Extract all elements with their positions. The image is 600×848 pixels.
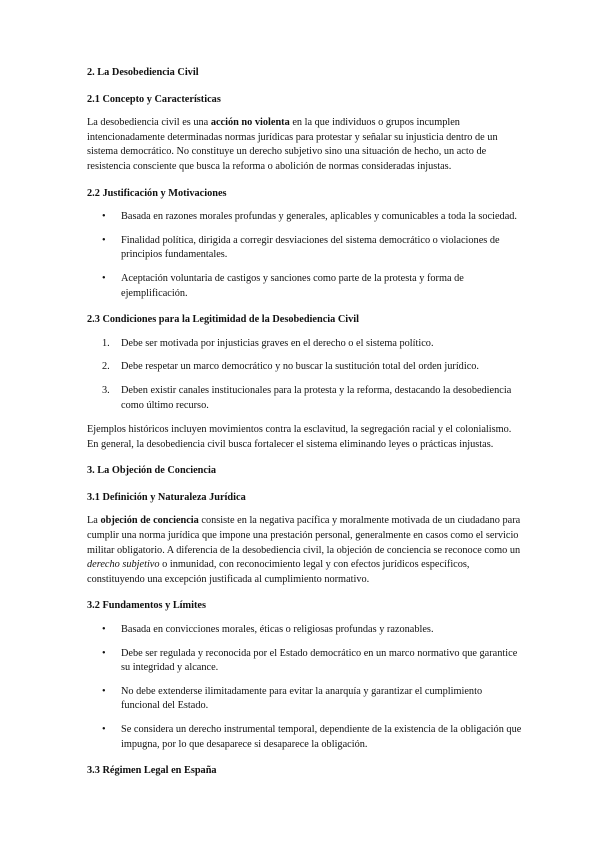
section-2-1-paragraph [87, 116, 522, 174]
text-span: en la que individuos o grupos incumplen intencionadamente determinadas normas jurídicas para protestar y señalar su injusticia dentro de un sistema democrático. No constituye un derecho subjetivo sino una situación de hecho, un acto de resistencia consciente que busca la reforma o abolición de normas consideradas injustas. [87, 117, 498, 172]
list-item [87, 384, 522, 413]
list-item: • Se considera un derecho instrumental temporal, dependiente de la existencia de la obligación que impugna, por lo que desaparece si desaparece la obligación. [87, 723, 522, 752]
list-number: 2. [102, 361, 110, 373]
italic-term: derecho subjetivo [87, 559, 160, 571]
list-item-text: Deben existir canales institucionales para la protesta y la reforma, destacando la desobediencia como último recurso. [121, 384, 512, 411]
section-2-3-heading: 2.3 Condiciones para la Legitimidad de la Desobediencia Civil [87, 314, 360, 326]
section-2-3-numbered-list [87, 337, 522, 413]
section-2-3-paragraph: Ejemplos históricos incluyen movimientos contra la esclavitud, la segregación racial y el colonialismo. En general, la desobediencia civil busca fortalecer el sistema eliminando leyes o prácticas injustas. [87, 424, 512, 450]
list-number: 3. [102, 384, 110, 396]
section-3-2-bullet-list [87, 623, 522, 752]
list-item: • Aceptación voluntaria de castigos y sanciones como parte de la protesta y forma de ejemplificación. [87, 272, 522, 301]
list-item: • Basada en razones morales profundas y generales, aplicables y comunicables a toda la sociedad. [87, 210, 522, 225]
section-2-1-heading: 2.1 Concepto y Características [87, 93, 221, 105]
list-item [87, 360, 522, 375]
list-item-text: Debe ser motivada por injusticias graves en el derecho o el sistema político. [121, 337, 434, 349]
bold-term: acción no violenta [210, 117, 290, 129]
section-3-heading: 3. La Objeción de Conciencia [87, 465, 216, 477]
text-span: o inmunidad, con reconocimiento legal y con efectos jurídicos específicos, constituyendo una excepción justificada al cumplimiento normativo. [87, 559, 470, 585]
section-2-2-heading: 2.2 Justificación y Motivaciones [87, 187, 227, 199]
list-item [87, 337, 522, 352]
section-3-3-heading: 3.3 Régimen Legal en España [87, 765, 217, 777]
list-number: 1. [102, 337, 110, 349]
list-item: • No debe extenderse ilimitadamente para evitar la anarquía y garantizar el cumplimiento funcional del Estado. [87, 685, 522, 714]
text-span: consiste en la negativa pacífica y moralmente motivada de un ciudadano para cumplir una norma jurídica que impone una prestación personal, generalmente en casos como el servicio militar obligatorio. A diferencia de la desobediencia civil, la objeción de conciencia se reconoce como un [87, 515, 521, 556]
section-2-heading: 2. La Desobediencia Civil [87, 67, 199, 78]
section-3-2-heading: 3.2 Fundamentos y Límites [87, 600, 206, 612]
text-span: La [87, 515, 101, 527]
section-3-1-paragraph [87, 514, 522, 587]
list-item-text: Debe respetar un marco democrático y no buscar la sustitución total del orden jurídico. [121, 361, 479, 373]
text-span: La desobediencia civil es una [87, 117, 211, 129]
list-item: • Finalidad política, dirigida a corregir desviaciones del sistema democrático o violaciones de principios fundamentales. [87, 234, 522, 263]
list-item: • Debe ser regulada y reconocida por el Estado democrático en un marco normativo que garantice su integridad y alcance. [87, 647, 522, 676]
section-2-2-bullet-list [87, 210, 522, 301]
section-3-1-heading: 3.1 Definición y Naturaleza Jurídica [87, 491, 246, 503]
list-item: • Basada en convicciones morales, éticas o religiosas profundas y razonables. [87, 623, 522, 638]
bold-term: objeción de conciencia [100, 515, 199, 527]
